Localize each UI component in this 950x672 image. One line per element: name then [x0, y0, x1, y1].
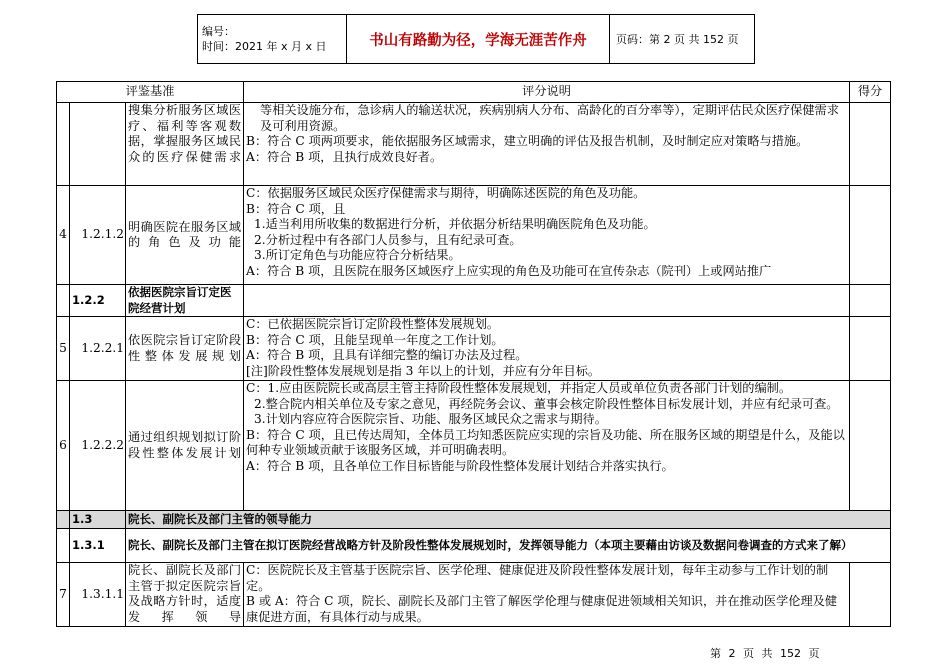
col-criteria: 评鉴基准	[57, 82, 244, 103]
page-header	[197, 14, 755, 64]
section-row	[57, 529, 891, 563]
row-item: 院长、副院长及部门主管于拟定医院宗旨及战略方针时，适度发挥领导	[126, 563, 244, 627]
section-row	[57, 511, 891, 529]
row-code: 1.3.1.1	[70, 563, 126, 627]
table-row	[57, 103, 891, 186]
desc-line: B：符合 C 项，且	[246, 201, 346, 216]
row-item: 依医院宗旨订定阶段性整体发展规划	[126, 317, 244, 381]
header-page-code: 页码：第 2 页 共 152 页	[616, 33, 739, 46]
desc-line: A：符合 B 项，且各单位工作目标皆能与阶段性整体发展计划结合并落实执行。	[246, 458, 674, 473]
section-code: 1.3	[70, 511, 126, 529]
row-num-cell	[57, 285, 70, 317]
desc-line: B：符合 C 项两项要求，能依据服务区域需求，建立明确的评估及报告机制，及时制定应对策略与措施。	[246, 134, 809, 148]
section-title: 院长、副院长及部门主管的领导能力	[126, 511, 891, 529]
header-meta	[198, 15, 347, 63]
col-desc: 评分说明	[244, 82, 850, 103]
col-score: 得分	[850, 82, 891, 103]
row-item: 明确医院在服务区域的角色及功能	[126, 186, 244, 285]
desc-line: A：符合 B 项，且医院在服务区域医疗上应实现的角色及功能可在宣传杂志（院刊）上或网站推广	[246, 263, 772, 278]
desc-line: 2.整合院内相关单位及专家之意见，再经院务会议、董事会核定阶段性整体目标发展计划，并应有纪录可查。	[254, 396, 839, 411]
row-num: 4	[57, 186, 70, 285]
row-item: 通过组织规划拟订阶段性整体发展计划	[126, 381, 244, 511]
desc-line: B：符合 C 项，且已传达周知，全体员工均知悉医院应实现的宗旨及功能、所在服务区域的期望是什么，及能以何种专业领域贡献于该服务区域，并可明确表明。	[246, 427, 845, 457]
row-desc	[244, 317, 850, 381]
desc-line: C：1.应由医院院长或高层主管主持阶段性整体发展规划，并指定人员或单位负责各部门计划的编制。	[246, 381, 792, 395]
time-label: 时间：2021 年 x 月 x 日	[202, 40, 327, 53]
row-num-cell	[57, 511, 70, 529]
row-desc	[244, 381, 850, 511]
evaluation-table	[56, 81, 891, 627]
row-code-cell	[70, 103, 126, 186]
row-desc	[244, 285, 850, 317]
desc-line: 2.分析过程中有各部门人员参与，且有纪录可查。	[254, 232, 522, 247]
desc-line: 等相关设施分布，急诊病人的输送状况，疾病别病人分布、高龄化的百分率等），定期评估民众医疗保健需求及可利用资源。	[260, 103, 839, 133]
row-num-cell	[57, 529, 70, 563]
score-cell	[850, 317, 891, 381]
page-footer: 第 2 页 共 152 页	[710, 647, 820, 660]
row-num: 7	[57, 563, 70, 627]
table-row	[57, 317, 891, 381]
desc-line: B：符合 C 项，且能呈现单一年度之工作计划。	[246, 332, 504, 347]
row-code: 1.2.2.1	[70, 317, 126, 381]
row-desc	[244, 186, 850, 285]
row-code: 1.2.1.2	[70, 186, 126, 285]
row-num: 6	[57, 381, 70, 511]
desc-line: 1.适当利用所收集的数据进行分析，并依据分析结果明确医院角色及功能。	[254, 217, 656, 231]
table-row	[57, 381, 891, 511]
score-cell	[850, 186, 891, 285]
section-title: 院长、副院长及部门主管在拟订医院经营战略方针及阶段性整体发展规划时，发挥领导能力（本项主要藉由访谈及数据问卷调查的方式来了解）	[126, 529, 891, 563]
score-cell	[850, 285, 891, 317]
desc-line: [注]阶段性整体发展规划是指 3 年以上的计划，并应有分年目标。	[246, 363, 601, 378]
desc-line: 3.计划内容应符合医院宗旨、功能、服务区域民众之需求与期待。	[254, 412, 607, 426]
header-motto: 书山有路勤为径，学海无涯苦作舟	[347, 15, 610, 63]
row-item: 搜集分析服务区域医疗、福利等客观数据，掌握服务区域民众的医疗保健需求	[126, 103, 244, 186]
desc-line: B 或 A：符合 C 项，院长、副院长及部门主管了解医学伦理与健康促进领域相关知识，并在推动医学伦理及健康促进方面，有具体行动与成果。	[246, 594, 838, 624]
desc-line: C：已依据医院宗旨订定阶段性整体发展规划。	[246, 317, 500, 331]
desc-line: C：医院院长及主管基于医院宗旨、医学伦理、健康促进及阶段性整体发展计划，每年主动参与工作计划的制定。	[246, 563, 829, 593]
table-row	[57, 563, 891, 627]
table-header-row	[57, 82, 891, 103]
row-code: 1.2.2.2	[70, 381, 126, 511]
desc-line: C：依据服务区域民众医疗保健需求与期待，明确陈述医院的角色及功能。	[246, 186, 646, 200]
score-cell	[850, 381, 891, 511]
score-cell	[850, 103, 891, 186]
section-row	[57, 285, 891, 317]
number-label: 编号：	[202, 25, 235, 38]
row-desc	[244, 563, 850, 627]
table-row	[57, 186, 891, 285]
section-code: 1.3.1	[70, 529, 126, 563]
row-num: 5	[57, 317, 70, 381]
section-code: 1.2.2	[70, 285, 126, 317]
score-cell	[850, 563, 891, 627]
desc-line: A：符合 B 项，且具有详细完整的编订办法及过程。	[246, 348, 528, 362]
row-desc	[244, 103, 850, 186]
row-num-cell	[57, 103, 70, 186]
desc-line: 3.所订定角色与功能应符合分析结果。	[254, 248, 461, 262]
desc-line: A：符合 B 项，且执行成效良好者。	[246, 149, 443, 164]
section-title: 依据医院宗旨订定医院经营计划	[126, 285, 244, 317]
